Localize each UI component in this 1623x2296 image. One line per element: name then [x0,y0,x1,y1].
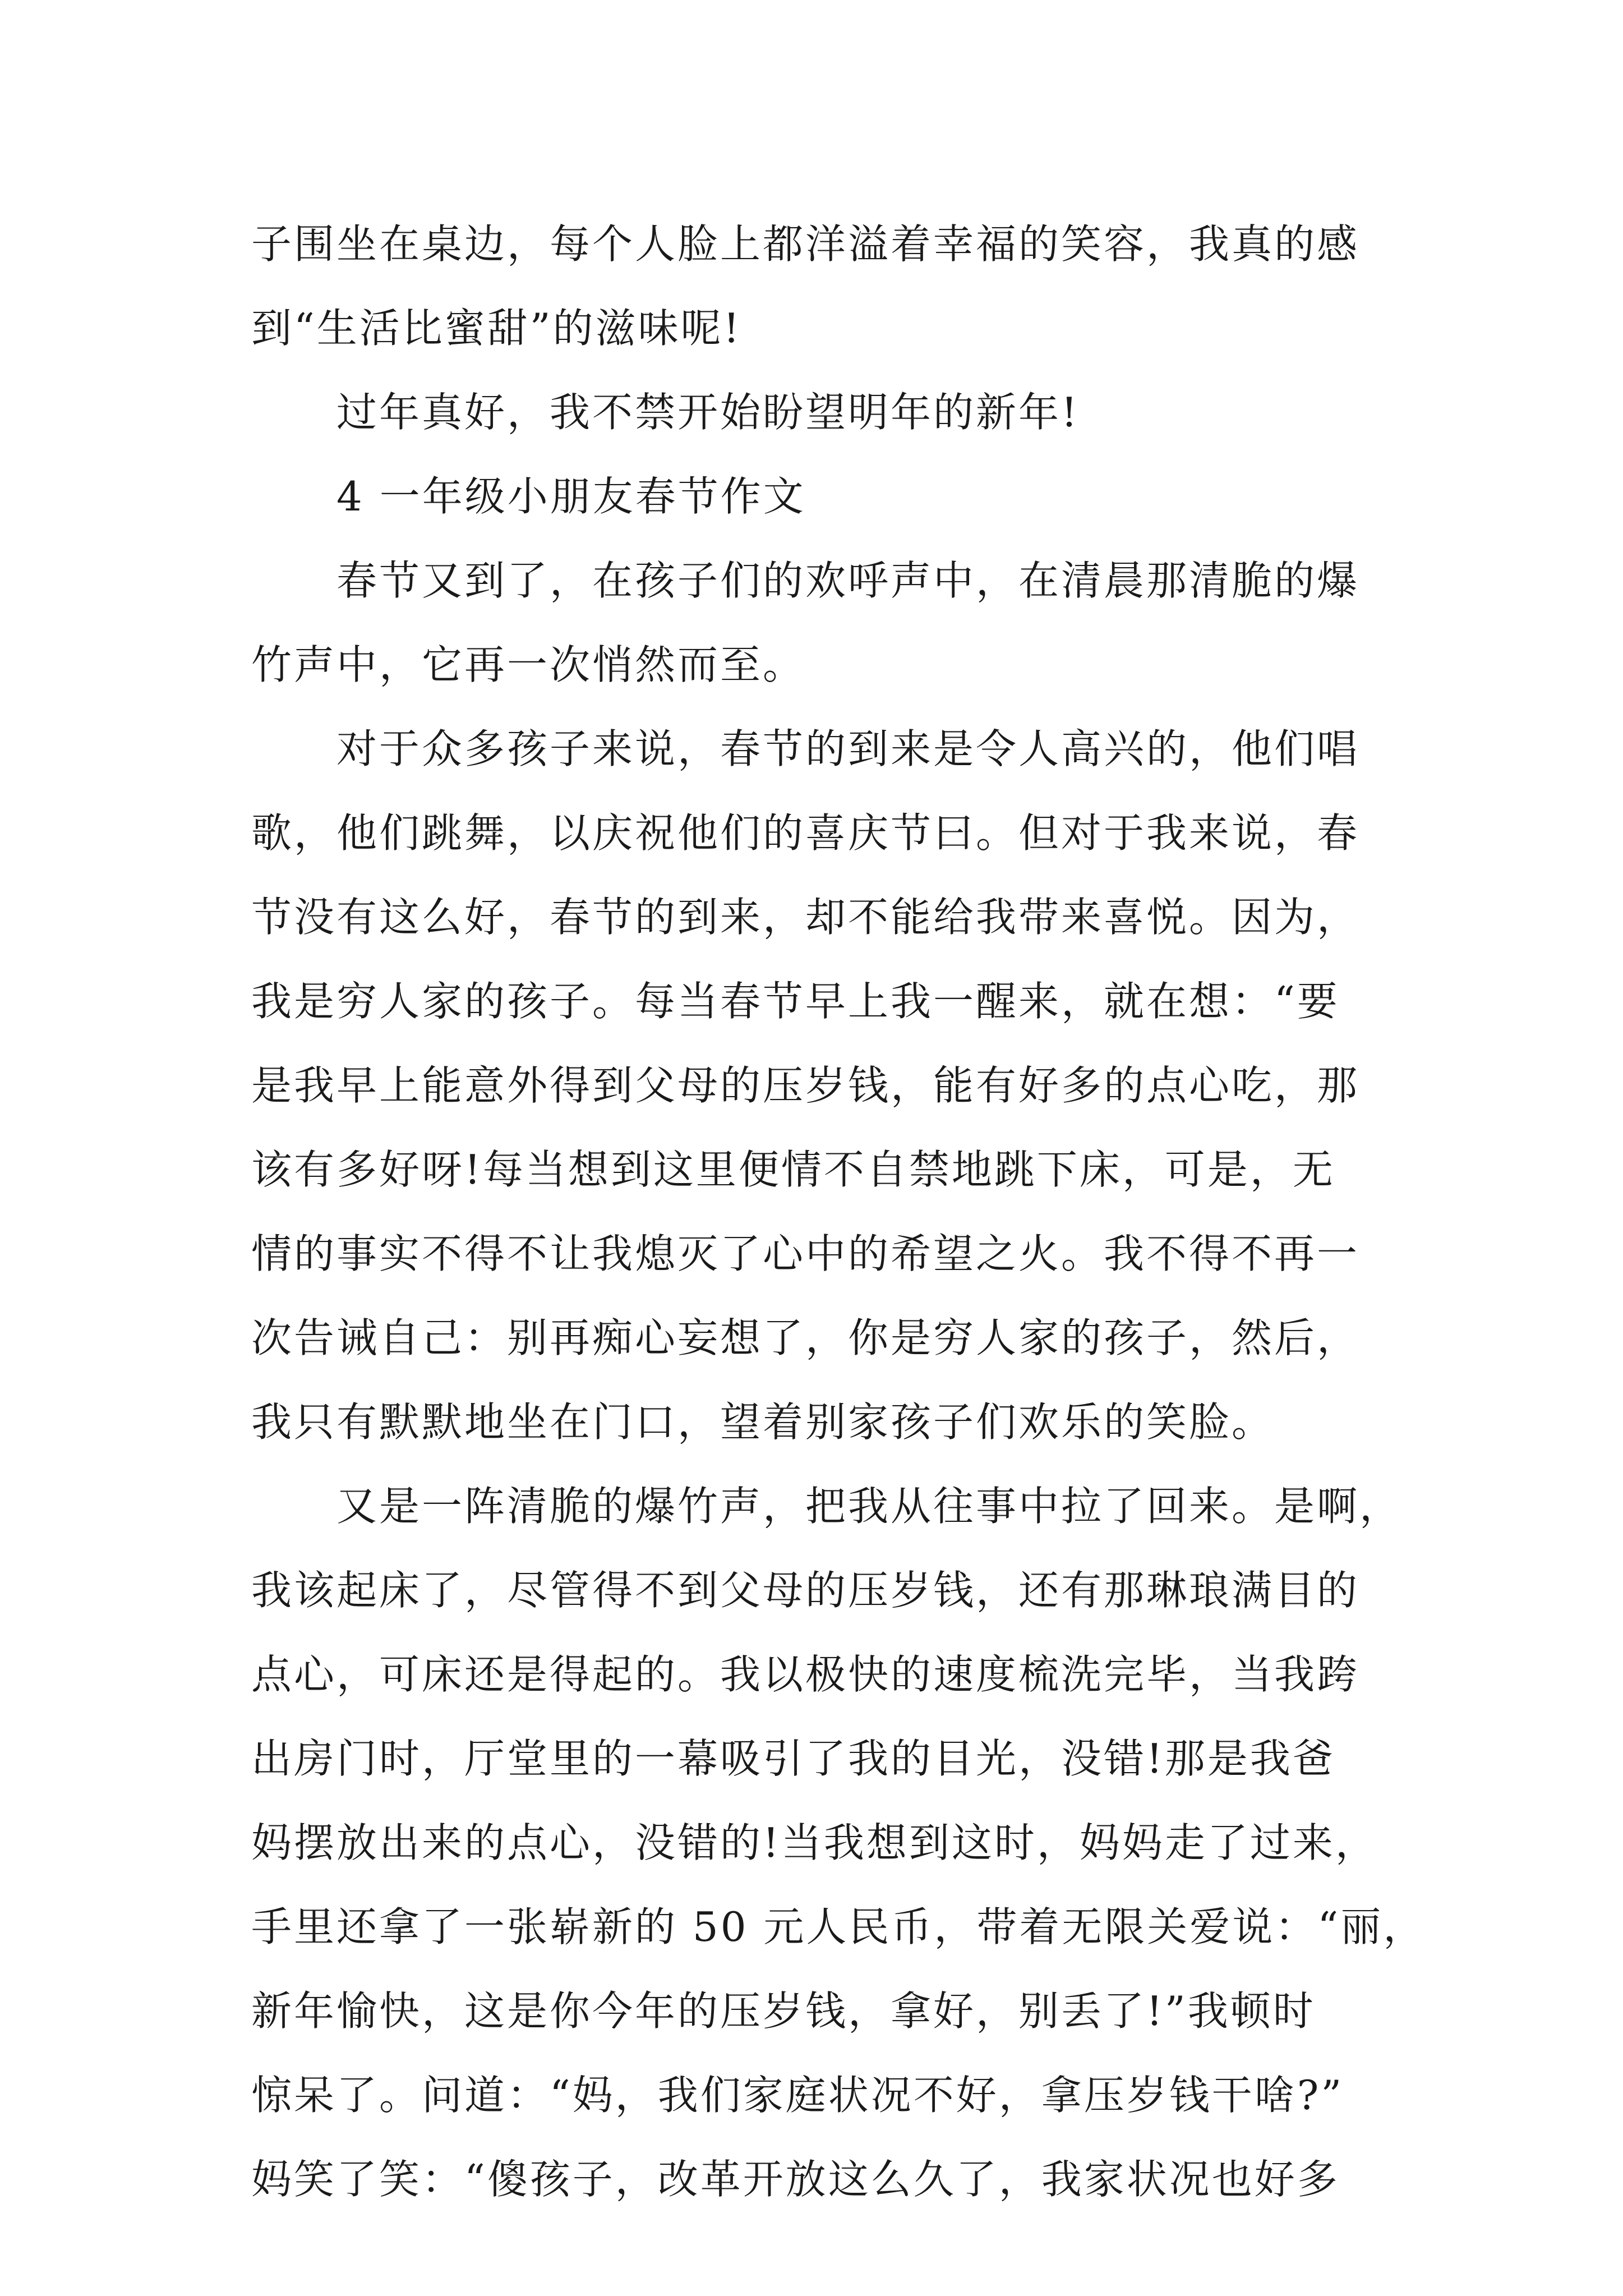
text-line: 妈笑了笑：“傻孩子，改革开放这么久了，我家状况也好多 [251,2156,1340,2203]
text-line: 出房门时，厅堂里的一幕吸引了我的目光，没错!那是我爸 [251,1735,1335,1782]
text-line: 竹声中，它再一次悄然而至。 [251,641,806,688]
text-line: 春节又到了，在孩子们的欢呼声中，在清晨那清脆的爆 [336,557,1360,604]
text-line: 到“生活比蜜甜”的滋味呢! [251,305,742,352]
text-line: 我是穷人家的孩子。每当春节早上我一醒来，就在想：“要 [251,978,1340,1025]
text-line: 点心，可床还是得起的。我以极快的速度梳洗完毕，当我跨 [251,1651,1360,1698]
text-line: 新年愉快，这是你今年的压岁钱，拿好，别丢了!”我顿时 [251,1987,1316,2035]
text-line: 情的事实不得不让我熄灭了心中的希望之火。我不得不再一 [251,1230,1360,1277]
text-line: 是我早上能意外得到父母的压岁钱，能有好多的点心吃，那 [251,1062,1360,1109]
text-line: 对于众多孩子来说，春节的到来是令人高兴的，他们唱 [336,725,1360,772]
text-line: 妈摆放出来的点心，没错的!当我想到这时，妈妈走了过来， [251,1819,1378,1866]
section-heading: 4 一年级小朋友春节作文 [336,473,806,520]
text-line: 节没有这么好，春节的到来，却不能给我带来喜悦。因为， [251,894,1360,941]
text-line: 又是一阵清脆的爆竹声，把我从往事中拉了回来。是啊， [336,1483,1403,1530]
text-line: 手里还拿了一张崭新的 50 元人民币，带着无限关爱说：“丽， [251,1903,1426,1950]
text-line: 我只有默默地坐在门口，望着别家孩子们欢乐的笑脸。 [251,1398,1275,1446]
text-line: 我该起床了，尽管得不到父母的压岁钱，还有那琳琅满目的 [251,1567,1360,1614]
text-line: 歌，他们跳舞，以庆祝他们的喜庆节曰。但对于我来说，春 [251,809,1360,857]
text-line: 次告诫自己：别再痴心妄想了，你是穷人家的孩子，然后， [251,1314,1360,1361]
text-line: 过年真好，我不禁开始盼望明年的新年! [336,389,1080,436]
text-line: 子围坐在桌边，每个人脸上都洋溢着幸福的笑容，我真的感 [251,220,1360,268]
text-line: 惊呆了。问道：“妈，我们家庭状况不好，拿压岁钱干啥?” [251,2072,1344,2119]
document-body [251,202,1426,2221]
text-line: 该有多好呀!每当想到这里便情不自禁地跳下床，可是，无 [251,1146,1335,1193]
